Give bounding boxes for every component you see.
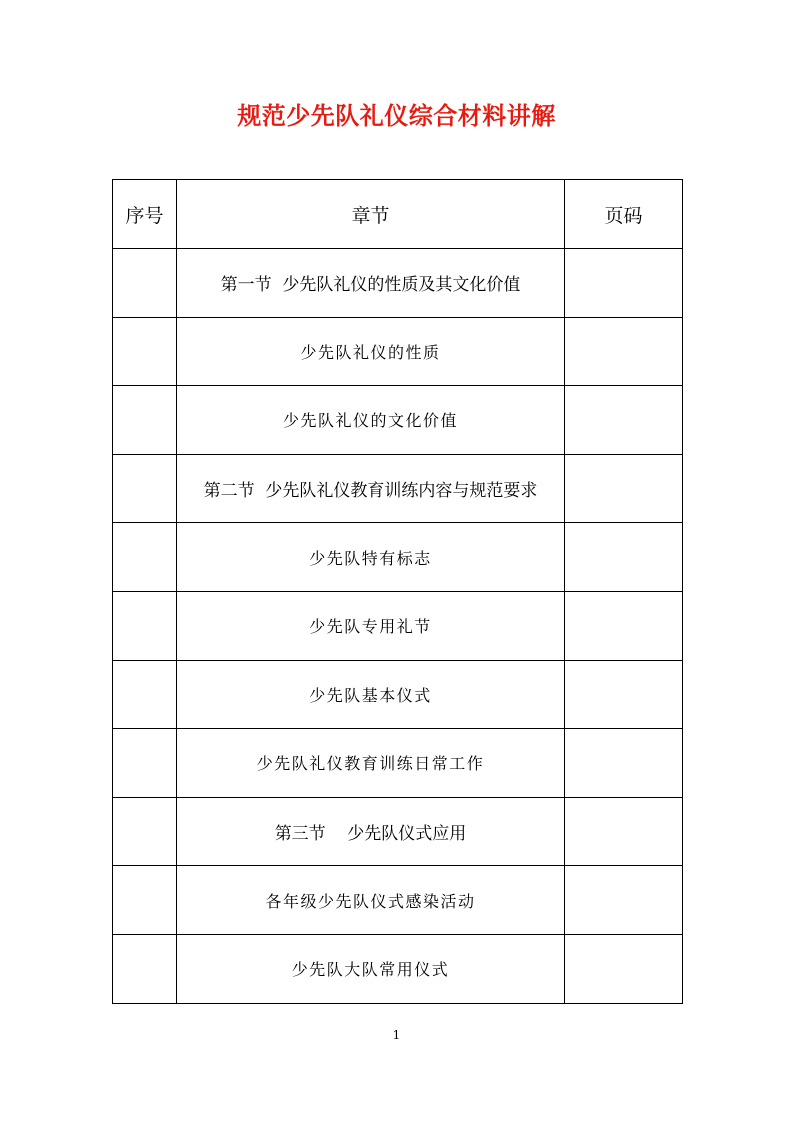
document-title: 规范少先队礼仪综合材料讲解: [237, 102, 556, 130]
row-index-cell: [113, 454, 177, 523]
table-row: [113, 454, 683, 523]
row-page-cell: [565, 729, 683, 798]
row-page-cell: [565, 797, 683, 866]
header-page: 页码: [565, 180, 683, 249]
row-page-cell: [565, 249, 683, 318]
row-page-cell: [565, 591, 683, 660]
table-row: [113, 386, 683, 455]
row-page-cell: [565, 386, 683, 455]
table-row: [113, 866, 683, 935]
row-index-cell: [113, 523, 177, 592]
row-chapter-cell: 少先队大队常用仪式: [177, 934, 565, 1003]
table-row: [113, 797, 683, 866]
table-row: [113, 660, 683, 729]
table-header-row: [113, 180, 683, 249]
row-chapter-cell: 少先队礼仪教育训练日常工作: [177, 729, 565, 798]
row-index-cell: [113, 866, 177, 935]
header-index: 序号: [113, 180, 177, 249]
row-chapter-cell: 少先队专用礼节: [177, 591, 565, 660]
row-chapter-cell: 少先队基本仪式: [177, 660, 565, 729]
row-index-cell: [113, 591, 177, 660]
row-chapter-cell: 少先队礼仪的性质: [177, 317, 565, 386]
row-index-cell: [113, 729, 177, 798]
row-index-cell: [113, 317, 177, 386]
row-index-cell: [113, 934, 177, 1003]
row-chapter-cell: 少先队礼仪的文化价值: [177, 386, 565, 455]
row-chapter-cell: 第三节 少先队仪式应用: [177, 797, 565, 866]
table-row: [113, 934, 683, 1003]
row-page-cell: [565, 523, 683, 592]
row-page-cell: [565, 866, 683, 935]
row-chapter-cell: 各年级少先队仪式感染活动: [177, 866, 565, 935]
row-page-cell: [565, 660, 683, 729]
page-number: 1: [392, 1028, 401, 1042]
row-chapter-cell: 少先队特有标志: [177, 523, 565, 592]
table-row: [113, 591, 683, 660]
table-row: [113, 317, 683, 386]
row-chapter-cell: 第一节 少先队礼仪的性质及其文化价值: [177, 249, 565, 318]
row-chapter-cell: 第二节 少先队礼仪教育训练内容与规范要求: [177, 454, 565, 523]
header-chapter: 章节: [177, 180, 565, 249]
row-index-cell: [113, 797, 177, 866]
row-page-cell: [565, 934, 683, 1003]
row-index-cell: [113, 660, 177, 729]
table-row: [113, 729, 683, 798]
row-index-cell: [113, 249, 177, 318]
table-row: [113, 523, 683, 592]
row-page-cell: [565, 317, 683, 386]
row-index-cell: [113, 386, 177, 455]
table-row: [113, 249, 683, 318]
row-page-cell: [565, 454, 683, 523]
table-of-contents: [112, 179, 683, 1004]
